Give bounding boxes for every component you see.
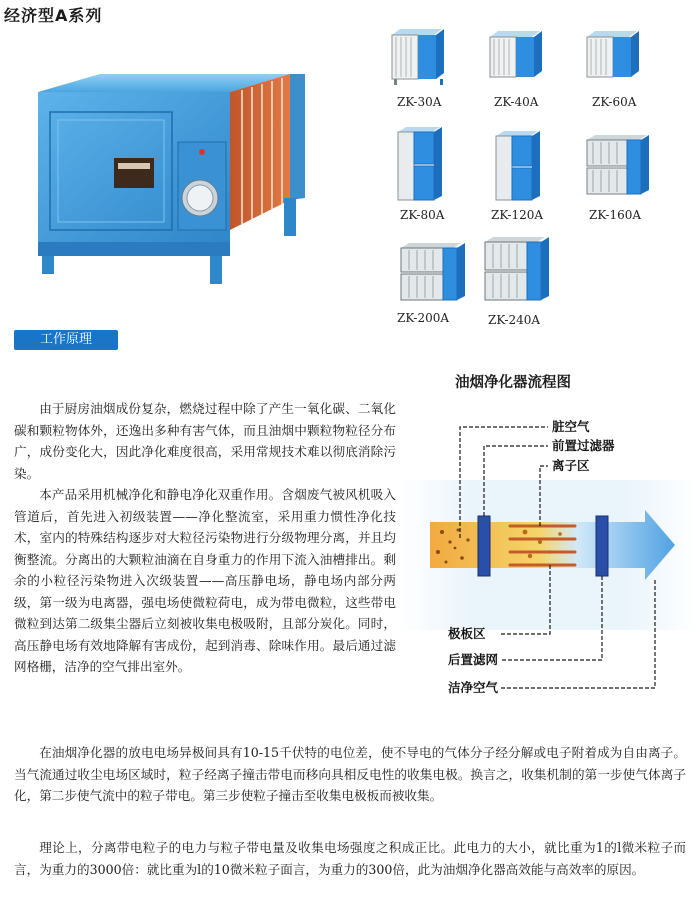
label-dirty-air: 脏空气: [552, 419, 590, 434]
paragraph-3: 在油烟净化器的放电电场异极间具有10-15千伏特的电位差，使不导电的气体分子经分解或电子附着成为自由离子。当气流通过收尘电场区域时，粒子经离子撞击带电而移向具相反电性的收集电极。换言之，收集机制的第一步使气体离子化，第二步使气流中的粒子带电。第三步使粒子撞击至收集电极板而被收集。: [14, 745, 686, 803]
model-thumb-zk80a: [394, 124, 454, 204]
label-clean-air: 洁净空气: [448, 680, 499, 695]
model-thumb-zk60a: [583, 27, 655, 83]
paragraph-1: 由于厨房油烟成份复杂，燃烧过程中除了产生一氧化碳、二氧化碳和颗粒物体外，还逸出多种有害气体，而且油烟中颗粒物粒径分布广，成份变化大，因此净化难度很高，采用常规技术难以彻底消除污染。: [14, 401, 396, 481]
paragraph-4: 理论上，分离带电粒子的电力与粒子带电量及收集电场强度之积成正比。此电力的大小，就比重为1的l微米粒子而言，为重力的3000倍：就比重为l的10微米粒子面言，为重力的300倍，此为油烟净化器高效能与高效率的原因。: [14, 840, 686, 877]
model-label: ZK-60A: [592, 95, 637, 109]
label-ion-zone: 离子区: [552, 458, 590, 473]
model-thumb-zk30a: [388, 25, 460, 85]
series-title: 经济型A系列: [4, 6, 103, 25]
model-label: ZK-240A: [488, 313, 541, 327]
label-pre-filter: 前置过滤器: [552, 438, 615, 453]
model-label: ZK-80A: [400, 208, 445, 222]
model-label: ZK-40A: [494, 95, 539, 109]
model-label: ZK-30A: [397, 95, 442, 109]
model-label: ZK-160A: [589, 208, 642, 222]
model-label: ZK-120A: [491, 208, 544, 222]
model-label: ZK-200A: [397, 311, 450, 325]
flow-chart-title: 油烟净化器流程图: [455, 375, 571, 391]
main-product-image: [20, 70, 350, 295]
label-plate-zone: 极板区: [448, 626, 486, 641]
label-post-filter: 后置滤网: [448, 652, 499, 667]
model-thumb-zk40a: [486, 27, 558, 83]
model-thumb-zk160a: [583, 132, 657, 200]
flow-diagram: [400, 410, 698, 705]
paragraph-2: 本产品采用机械净化和静电净化双重作用。含烟废气被风机吸入管道后，首先进入初级装置——净化整流室，采用重力惯性净化技术，室内的特殊结构逐步对大粒径污染物进行分级物理分离，并且均衡整流。分离出的大颗粒油滴在自身重力的作用下流入油槽排出。剩余的小粒径污染物进入次级装置——高压静电场，静电场内部分两级，第一级为电离器，强电场使微粒荷电，成为带电微粒，这些带电微粒到达第二级集尘器后立刻被收集电极吸附，且部分炭化。同时，高压静电场有效地降解有害成份，起到消毒、除味作用。最后通过滤网格栅，洁净的空气排出室外。: [14, 487, 396, 674]
model-thumb-zk120a: [492, 128, 552, 204]
model-thumb-zk240a: [481, 234, 555, 306]
section-header-working-principle: 工作原理: [14, 330, 118, 350]
model-thumb-zk200a: [397, 240, 471, 306]
